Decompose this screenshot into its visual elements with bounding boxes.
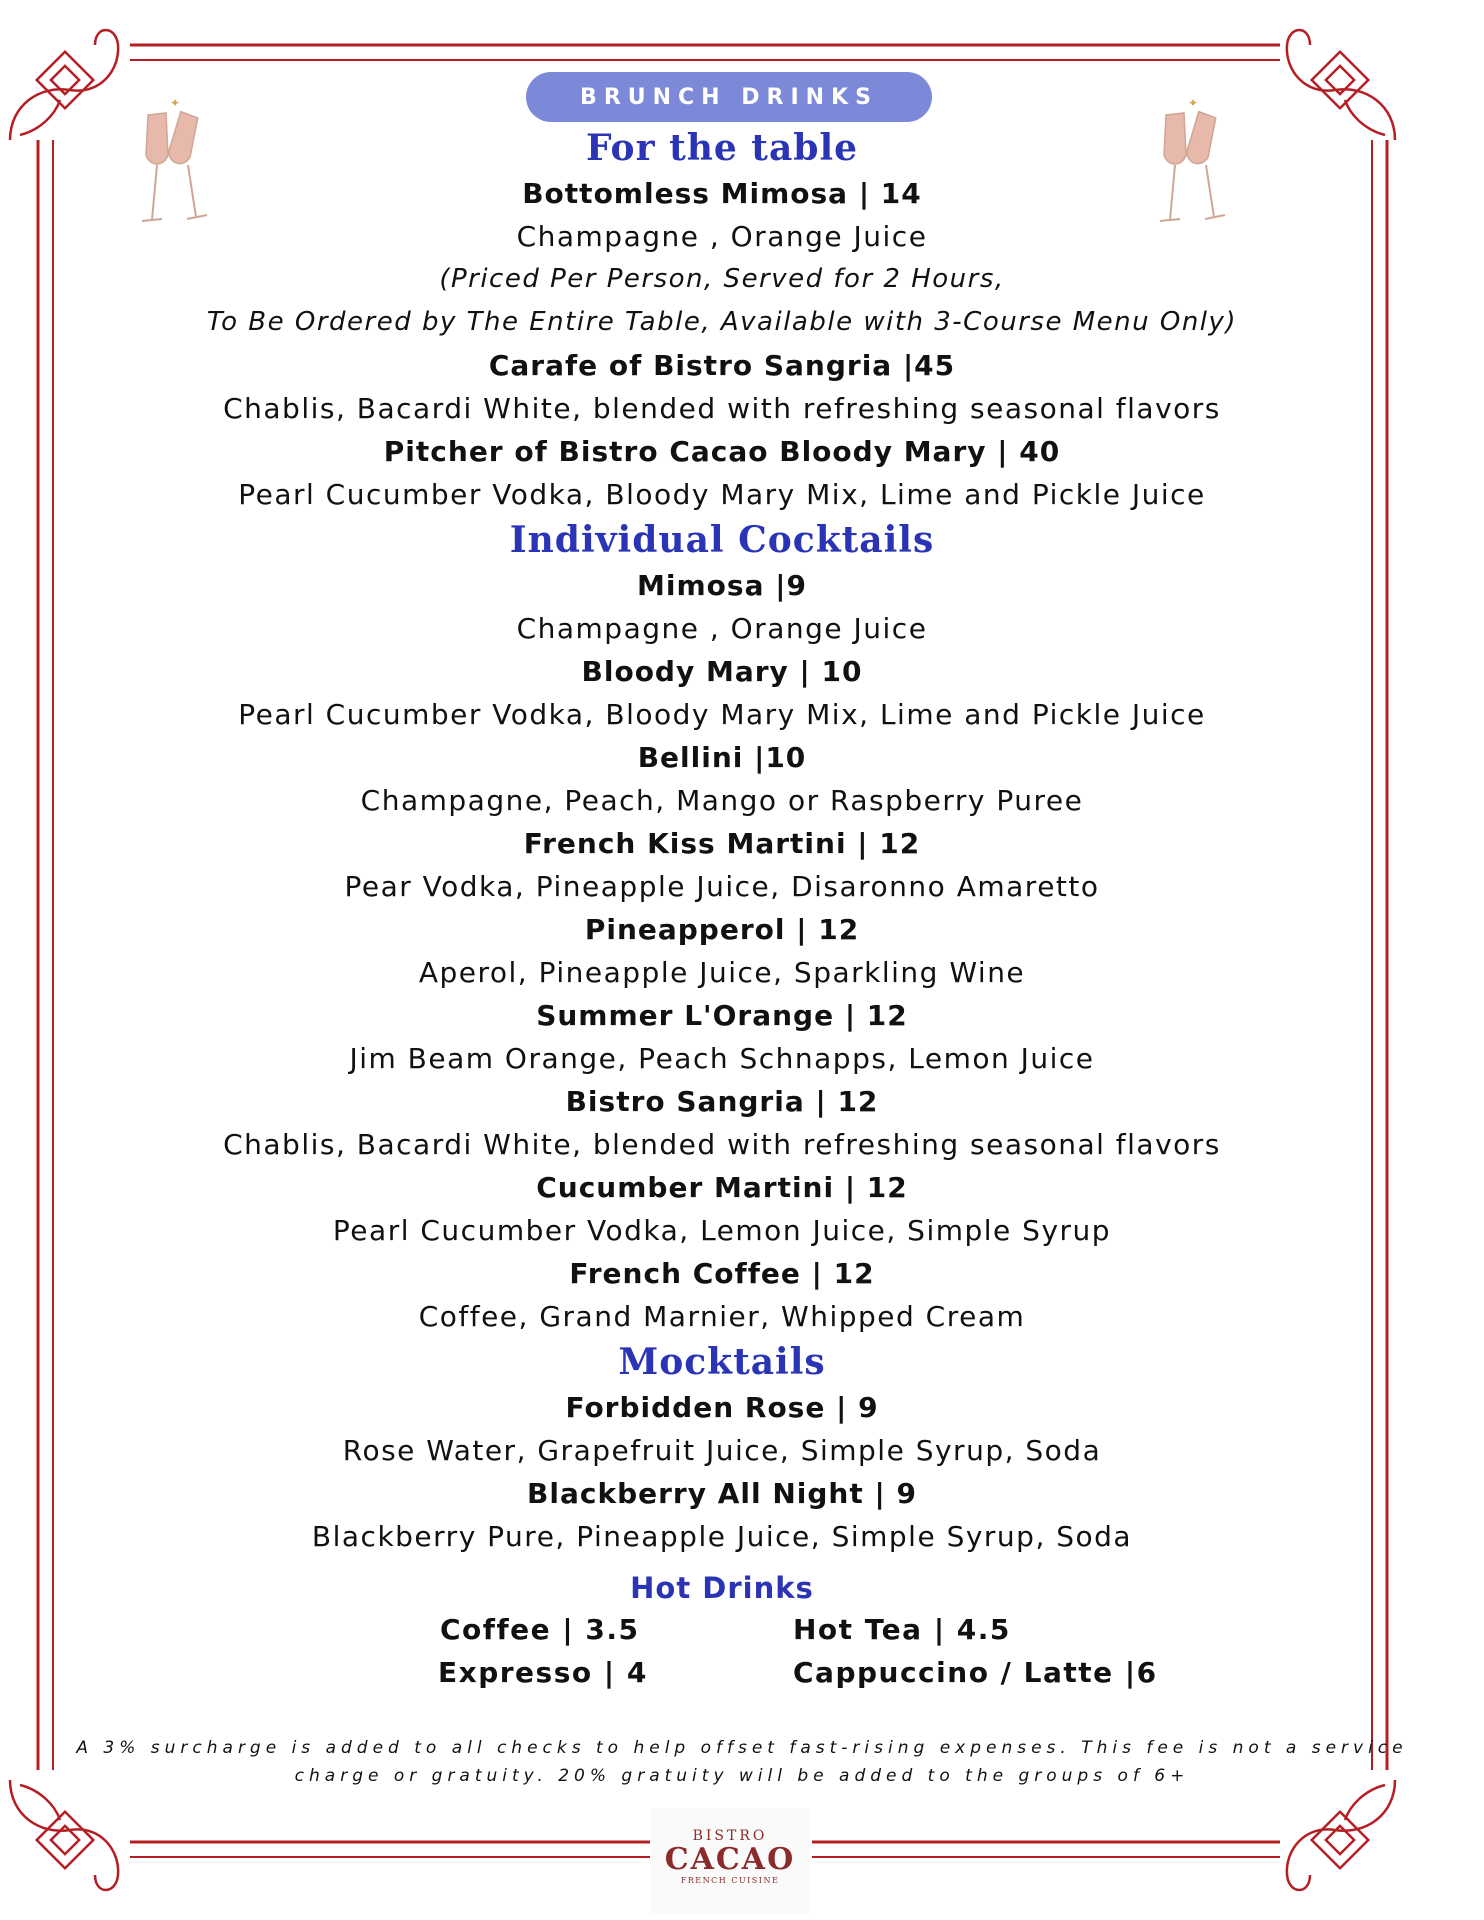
logo-line-3: FRENCH CUISINE xyxy=(680,1876,780,1885)
menu-item-desc: Chablis, Bacardi White, blended with refreshing seasonal flavors xyxy=(223,1128,1221,1161)
menu-item-desc: Champagne , Orange Juice xyxy=(516,612,928,645)
menu-item-name: Bistro Sangria | 12 xyxy=(565,1085,879,1118)
logo-line-1: BISTRO xyxy=(692,1828,768,1844)
corner-ornament-icon xyxy=(1270,15,1405,155)
menu-item-name: Blackberry All Night | 9 xyxy=(527,1477,917,1510)
menu-item-note: (Priced Per Person, Served for 2 Hours, xyxy=(439,264,1005,294)
menu-item-desc: Chablis, Bacardi White, blended with refreshing seasonal flavors xyxy=(223,392,1221,425)
section-title-mocktails: Mocktails xyxy=(618,1341,826,1383)
logo-line-2: CACAO xyxy=(664,1842,796,1877)
menu-item-desc: Champagne , Orange Juice xyxy=(516,220,928,253)
svg-text:✦: ✦ xyxy=(1188,96,1199,110)
menu-item-desc: Pearl Cucumber Vodka, Lemon Juice, Simple Syrup xyxy=(332,1214,1112,1247)
menu-item-note: To Be Ordered by The Entire Table, Available with 3-Course Menu Only) xyxy=(206,307,1238,337)
menu-item-desc: Blackberry Pure, Pineapple Juice, Simple Syrup, Soda xyxy=(311,1520,1133,1553)
menu-item-desc: Champagne, Peach, Mango or Raspberry Puree xyxy=(360,784,1084,817)
section-title-table: For the table xyxy=(585,127,859,169)
hot-drink-item: Coffee | 3.5 xyxy=(440,1613,640,1646)
restaurant-logo xyxy=(651,1808,809,1914)
menu-item-desc: Coffee, Grand Marnier, Whipped Cream xyxy=(418,1300,1026,1333)
surcharge-line-2: charge or gratuity. 20% gratuity will be added to the groups of 6+ xyxy=(294,1766,1190,1786)
menu-item-name: Summer L'Orange | 12 xyxy=(536,999,908,1032)
header-pill: BRUNCH DRINKS xyxy=(526,72,932,122)
hot-drink-item: Cappuccino / Latte |6 xyxy=(793,1656,1158,1689)
menu-item-name: Pineapperol | 12 xyxy=(584,913,860,946)
menu-item-name: Forbidden Rose | 9 xyxy=(565,1391,879,1424)
menu-item-name: French Coffee | 12 xyxy=(569,1257,875,1290)
hot-drink-item: Expresso | 4 xyxy=(438,1656,648,1689)
surcharge-line-1: A 3% surcharge is added to all checks to help offset fast-rising expenses. This fee is not a service xyxy=(76,1738,1408,1758)
menu-item-name: Cucumber Martini | 12 xyxy=(536,1171,908,1204)
surcharge-note xyxy=(60,1734,1424,1790)
menu-item-name: Bottomless Mimosa | 14 xyxy=(522,177,922,210)
section-title-hot-drinks: Hot Drinks xyxy=(630,1571,814,1605)
menu-item-name: Bellini |10 xyxy=(637,741,807,774)
hot-drink-item: Hot Tea | 4.5 xyxy=(793,1613,1011,1646)
hot-drinks-grid xyxy=(160,1608,1284,1694)
menu-item-name: Mimosa |9 xyxy=(637,569,807,602)
menu-item-desc: Rose Water, Grapefruit Juice, Simple Syrup, Soda xyxy=(342,1434,1102,1467)
menu-item-name: Pitcher of Bistro Cacao Bloody Mary | 40 xyxy=(383,435,1061,468)
menu-item-desc: Jim Beam Orange, Peach Schnapps, Lemon Juice xyxy=(349,1042,1095,1075)
menu-item-desc: Pear Vodka, Pineapple Juice, Disaronno Amaretto xyxy=(344,870,1100,903)
menu-item-desc: Pearl Cucumber Vodka, Bloody Mary Mix, Lime and Pickle Juice xyxy=(238,478,1206,511)
menu-item-name: Bloody Mary | 10 xyxy=(581,655,863,688)
menu-item-name: French Kiss Martini | 12 xyxy=(523,827,921,860)
section-title-cocktails: Individual Cocktails xyxy=(509,519,935,561)
corner-ornament-icon xyxy=(0,15,135,155)
menu-content xyxy=(160,124,1284,1694)
menu-item-desc: Aperol, Pineapple Juice, Sparkling Wine xyxy=(418,956,1026,989)
svg-text:✦: ✦ xyxy=(170,96,181,110)
menu-item-name: Carafe of Bistro Sangria |45 xyxy=(488,349,956,382)
menu-item-desc: Pearl Cucumber Vodka, Bloody Mary Mix, Lime and Pickle Juice xyxy=(238,698,1206,731)
